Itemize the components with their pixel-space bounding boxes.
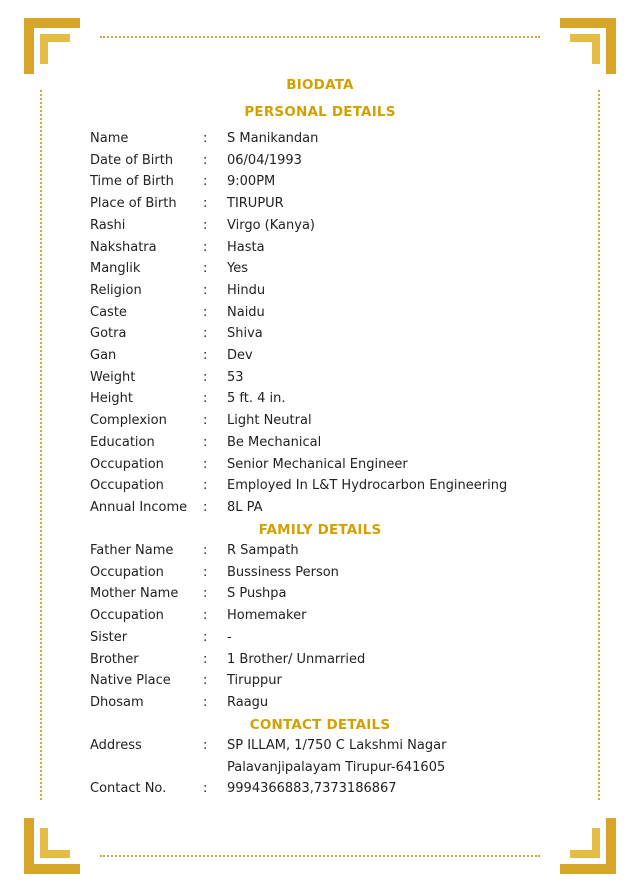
- field-label: Place of Birth: [90, 196, 177, 212]
- border-left-dotted: [40, 90, 42, 800]
- field-separator: :: [203, 586, 208, 602]
- field-separator: :: [203, 738, 208, 753]
- field-separator: :: [203, 434, 208, 450]
- field-value: Palavanjipalayam Tirupur-641605: [227, 759, 446, 775]
- field-separator: :: [203, 326, 208, 342]
- field-label: Gotra: [90, 326, 127, 342]
- field-value: Bussiness Person: [227, 564, 339, 580]
- field-value: Virgo (Kanya): [227, 217, 315, 233]
- field-label: Occupation: [90, 564, 164, 580]
- field-value: Naidu: [227, 304, 265, 320]
- field-value: Homemaker: [227, 608, 307, 624]
- field-separator: :: [203, 781, 208, 796]
- field-label: Brother: [90, 651, 139, 667]
- field-value: 06/04/1993: [227, 152, 302, 168]
- field-label: Occupation: [90, 456, 164, 472]
- field-label: Gan: [90, 348, 117, 363]
- field-label: Sister: [90, 629, 128, 645]
- field-separator: :: [203, 391, 208, 407]
- field-separator: :: [203, 564, 208, 580]
- field-separator: :: [203, 478, 208, 494]
- section-heading-family: FAMILY DETAILS: [258, 522, 382, 538]
- field-separator: :: [203, 629, 208, 645]
- field-separator: :: [203, 543, 208, 558]
- field-label: Rashi: [90, 217, 126, 233]
- field-label: Caste: [90, 304, 127, 320]
- corner-ornament-bottom-right: [536, 794, 616, 874]
- field-value: Tiruppur: [227, 673, 282, 689]
- field-value: Light Neutral: [227, 413, 312, 429]
- field-value: Yes: [227, 261, 248, 277]
- border-right-dotted: [598, 90, 600, 800]
- field-separator: :: [203, 456, 208, 472]
- field-separator: :: [203, 499, 208, 515]
- field-label: Occupation: [90, 608, 164, 624]
- field-label: Mother Name: [90, 586, 179, 602]
- field-value: S Pushpa: [227, 586, 287, 602]
- field-label: Name: [90, 131, 129, 146]
- field-separator: :: [203, 131, 208, 146]
- field-value: S Manikandan: [227, 131, 319, 146]
- field-separator: :: [203, 348, 208, 363]
- field-label: Father Name: [90, 543, 174, 558]
- field-value: R Sampath: [227, 543, 299, 558]
- field-label: Religion: [90, 282, 142, 298]
- field-label: Native Place: [90, 673, 171, 689]
- border-bottom-dotted: [100, 855, 540, 857]
- field-separator: :: [203, 304, 208, 320]
- section-heading-personal: PERSONAL DETAILS: [244, 104, 396, 120]
- field-value: Hasta: [227, 239, 265, 255]
- field-label: Time of Birth: [90, 174, 174, 190]
- field-separator: :: [203, 369, 208, 385]
- field-value: SP ILLAM, 1/750 C Lakshmi Nagar: [227, 738, 447, 753]
- field-value: 5 ft. 4 in.: [227, 391, 286, 407]
- field-separator: :: [203, 413, 208, 429]
- field-value: 9:00PM: [227, 174, 276, 190]
- field-separator: :: [203, 196, 208, 212]
- field-label: Address: [90, 738, 142, 753]
- field-value: 9994366883,7373186867: [227, 781, 397, 796]
- field-value: Dev: [227, 348, 253, 363]
- field-value: TIRUPUR: [227, 196, 284, 212]
- field-separator: :: [203, 282, 208, 298]
- field-value: Shiva: [227, 326, 263, 342]
- field-value: -: [227, 629, 232, 645]
- field-separator: :: [203, 651, 208, 667]
- border-top-dotted: [100, 36, 540, 38]
- field-separator: :: [203, 217, 208, 233]
- field-separator: :: [203, 694, 208, 710]
- corner-ornament-bottom-left: [24, 794, 104, 874]
- section-heading-contact: CONTACT DETAILS: [249, 717, 391, 733]
- field-label: Weight: [90, 369, 136, 385]
- field-value: Senior Mechanical Engineer: [227, 456, 408, 472]
- field-separator: :: [203, 174, 208, 190]
- field-separator: :: [203, 673, 208, 689]
- field-value: 8L PA: [227, 499, 263, 515]
- field-label: Date of Birth: [90, 152, 174, 168]
- field-label: Annual Income: [90, 499, 188, 515]
- field-value: 1 Brother/ Unmarried: [227, 651, 366, 667]
- field-value: Employed In L&T Hydrocarbon Engineering: [227, 478, 508, 494]
- field-label: Manglik: [90, 261, 141, 277]
- field-label: Contact No.: [90, 781, 167, 796]
- field-label: Education: [90, 434, 155, 450]
- page-title: BIODATA: [286, 77, 354, 93]
- field-label: Height: [90, 391, 133, 407]
- field-label: Occupation: [90, 478, 164, 494]
- field-separator: :: [203, 239, 208, 255]
- field-label: Nakshatra: [90, 239, 157, 255]
- field-separator: :: [203, 608, 208, 624]
- field-value: 53: [227, 369, 244, 385]
- field-value: Hindu: [227, 282, 266, 298]
- field-value: Raagu: [227, 694, 269, 710]
- field-separator: :: [203, 152, 208, 168]
- field-value: Be Mechanical: [227, 434, 322, 450]
- field-label: Complexion: [90, 413, 167, 429]
- field-separator: :: [203, 261, 208, 277]
- field-label: Dhosam: [90, 694, 144, 710]
